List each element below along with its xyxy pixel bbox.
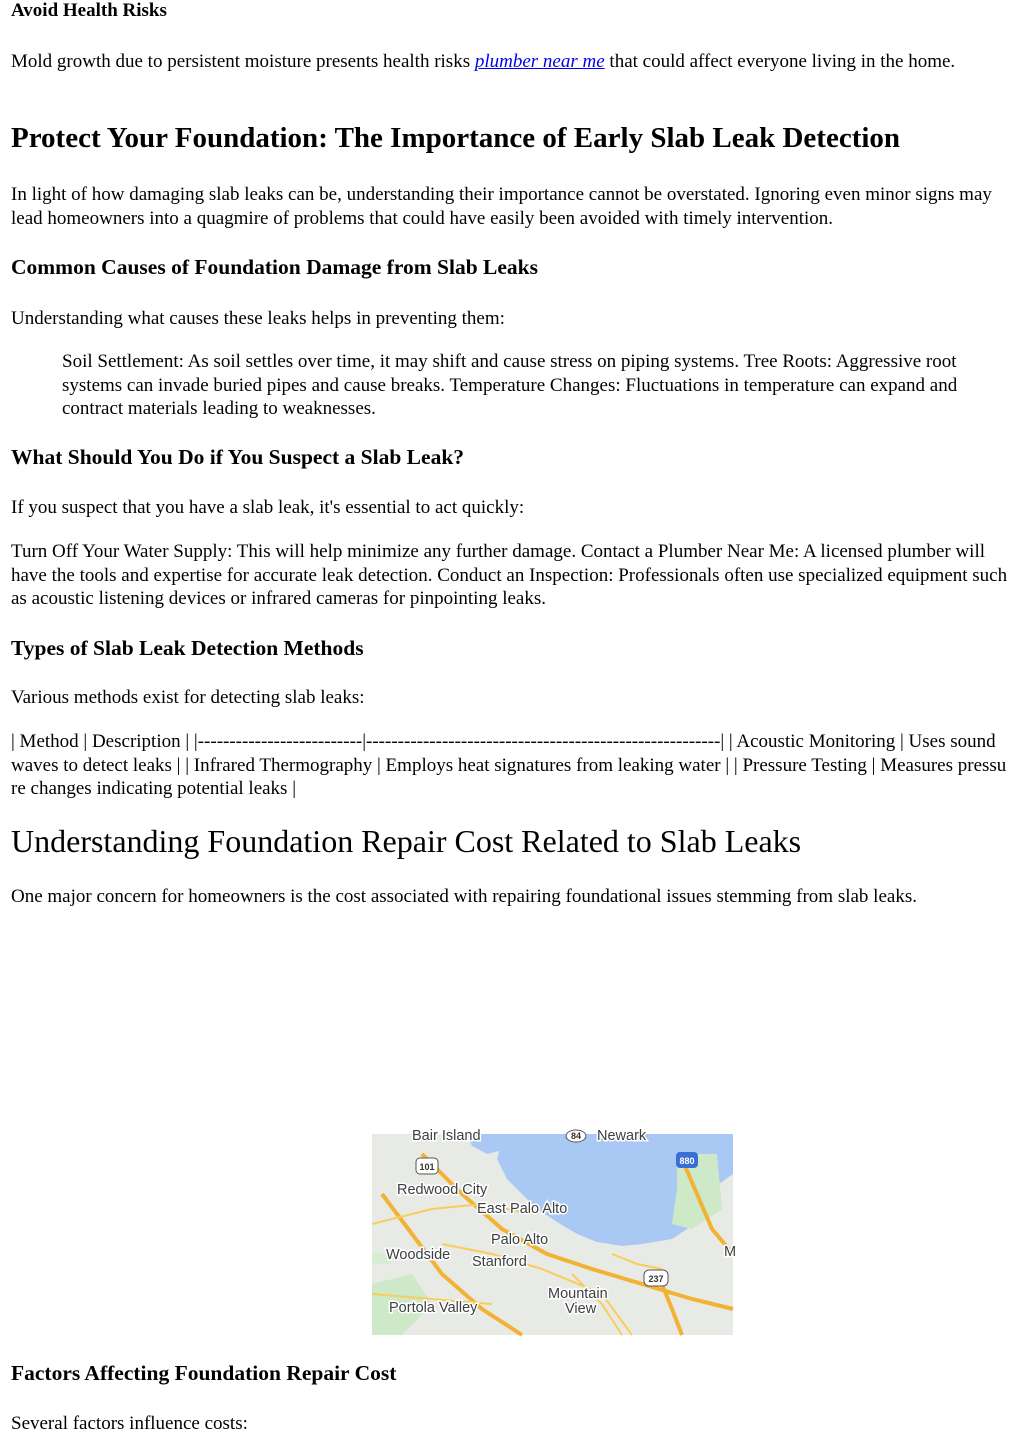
- heading-common-causes: Common Causes of Foundation Damage from Slab Leaks: [11, 255, 538, 279]
- section-heading-health-risks: Avoid Health Risks: [11, 0, 167, 21]
- shield-84-label: 84: [570, 1131, 582, 1141]
- heading-repair-cost-factors: Factors Affecting Foundation Repair Cost: [11, 1361, 397, 1385]
- label-bair-island: Bair Island: [412, 1128, 481, 1144]
- health-risks-paragraph: [11, 50, 1001, 74]
- label-woodside: Woodside: [386, 1247, 451, 1263]
- suspect-steps-paragraph: Turn Off Your Water Supply: This will help minimize any further damage. Contact a Plumber Near Me: A licensed plumber will have the tools and expertise for accurate leak detection. Conduct an Inspection: Professionals often use specialized equipment such as acoustic listening devices or infrared cameras for pinpointing leaks.: [11, 541, 1008, 609]
- label-newark: Newark: [597, 1128, 647, 1144]
- shield-237: [644, 1270, 668, 1286]
- shield-880: [676, 1152, 698, 1168]
- causes-blockquote: Soil Settlement: As soil settles over time, it may shift and cause stress on piping systems. Tree Roots: Aggressive root systems can invade buried pipes and cause breaks. Temperature Changes: Fluctuations in temperature can expand and contract materials leading to weaknesses.: [62, 351, 958, 419]
- heading-protect-foundation: Protect Your Foundation: The Importance of Early Slab Leak Detection: [11, 122, 901, 154]
- heading-suspect-slab-leak: What Should You Do if You Suspect a Slab Leak?: [11, 445, 465, 469]
- suspect-intro: If you suspect that you have a slab leak, it's essential to act quickly:: [11, 497, 525, 518]
- label-stanford: Stanford: [472, 1254, 527, 1270]
- label-redwood-city: Redwood City: [397, 1182, 488, 1198]
- label-palo-alto: Palo Alto: [491, 1232, 549, 1248]
- label-view: View: [565, 1301, 597, 1317]
- plumber-near-me-link[interactable]: plumber near me: [474, 51, 605, 72]
- health-text-after: that could affect everyone living in the home.: [604, 51, 956, 72]
- methods-table-text: | Method | Description | |--------------------------|--------------------------------------------------------| | Acoustic Monitoring | Uses sound waves to detect leaks | | Infrared Thermography | Employs heat signatures from leaking water | | Pressure Testing | Measures pressure changes indicating potential leaks |: [11, 731, 1007, 799]
- shield-101: [416, 1158, 438, 1174]
- methods-intro: Various methods exist for detecting slab leaks:: [11, 687, 365, 708]
- heading-detection-methods: Types of Slab Leak Detection Methods: [11, 636, 364, 660]
- label-portola-valley: Portola Valley: [389, 1300, 478, 1316]
- protect-foundation-paragraph: In light of how damaging slab leaks can be, understanding their importance cannot be overstated. Ignoring even minor signs may lead homeowners into a quagmire of problems that could have easily been avoided with timely intervention.: [11, 184, 992, 229]
- heading-repair-cost: Understanding Foundation Repair Cost Related to Slab Leaks: [11, 823, 802, 859]
- causes-intro: Understanding what causes these leaks helps in preventing them:: [11, 308, 505, 329]
- label-east-palo-alto: East Palo Alto: [477, 1201, 568, 1217]
- shield-237-label: 237: [648, 1274, 664, 1284]
- shield-101-label: 101: [419, 1162, 435, 1172]
- label-mountain: Mountain: [548, 1286, 608, 1302]
- factors-intro: Several factors influence costs:: [11, 1413, 248, 1434]
- shield-880-label: 880: [679, 1156, 695, 1166]
- repair-cost-paragraph: One major concern for homeowners is the cost associated with repairing foundational issues stemming from slab leaks.: [11, 886, 917, 907]
- label-edge-m: M: [724, 1244, 737, 1260]
- map-image: [372, 1128, 737, 1335]
- map-graphic: [372, 1128, 737, 1335]
- health-text-before: Mold growth due to persistent moisture presents health risks: [11, 51, 475, 72]
- shield-84: [566, 1130, 586, 1142]
